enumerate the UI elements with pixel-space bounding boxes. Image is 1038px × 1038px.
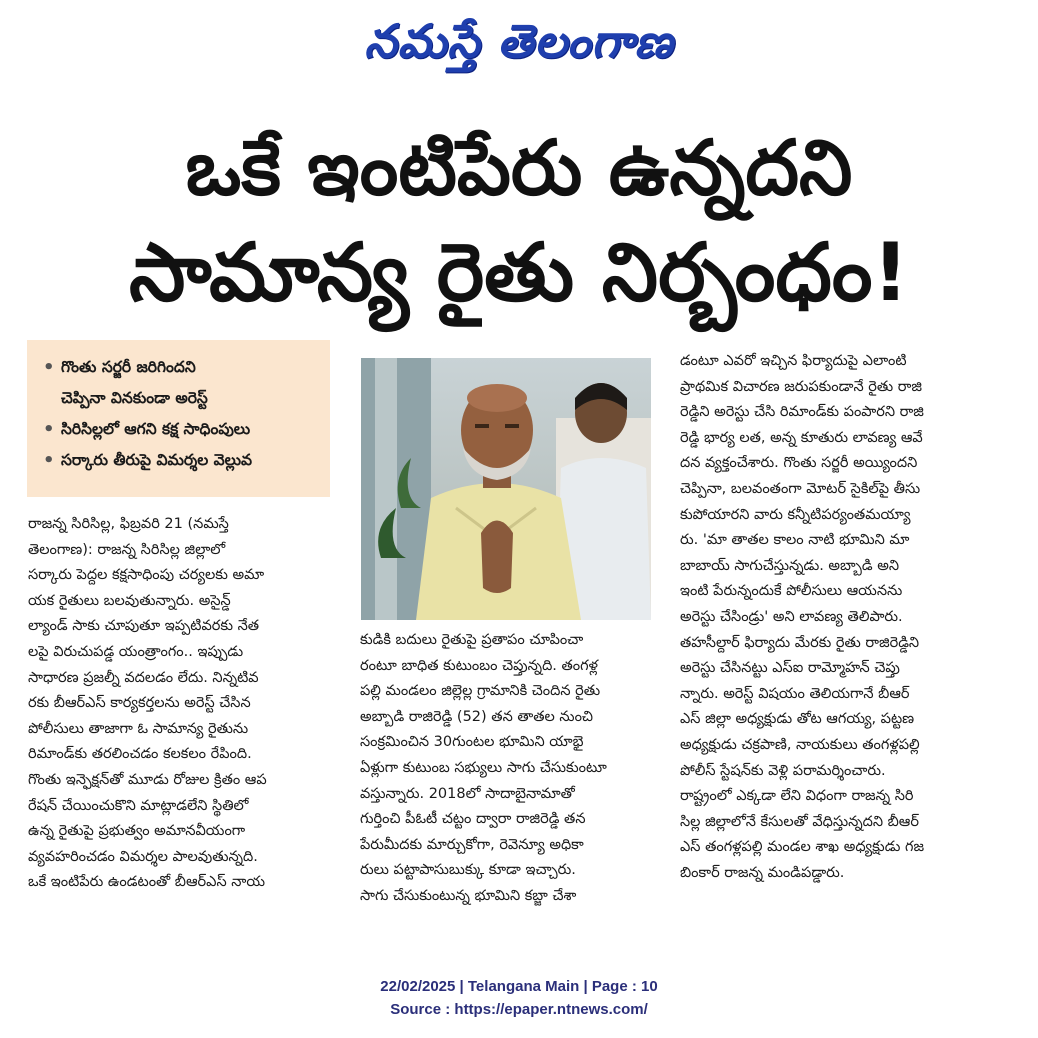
article-line: యక రైతులు బలవుతున్నారు. అసైన్డ్: [28, 592, 231, 609]
article-line: దన వ్యక్తంచేశారు. గొంతు సర్జరీ అయ్యిందని: [680, 455, 918, 472]
article-column-3: [680, 349, 985, 886]
article-line: ఇంటి పేరున్నందుకే పోలీసులు ఆయనను: [680, 583, 903, 600]
article-line: అబ్బాడి రాజిరెడ్డి (52) తన తాతల నుంచి: [360, 708, 594, 725]
article-line: కుపోయారని వారు కన్నీటిపర్యంతమయ్యా: [680, 506, 911, 523]
article-line: పోలీసులు తాజాగా ఓ సామాన్య రైతును: [28, 720, 249, 737]
article-line: సిల్ల జిల్లాలోనే కేసులతో వేధిస్తున్నదని బీఆర్: [680, 813, 919, 830]
article-line: రేషన్ చేయించుకొని మాట్లాడలేని స్థితిలో: [28, 797, 249, 814]
article-line: ఏళ్లుగా కుటుంబ సభ్యులు సాగు చేసుకుంటూ: [360, 759, 607, 776]
highlight-text: • సర్కారు తీరుపై విమర్శల వెల్లువ: [61, 451, 252, 469]
masthead-title: నమస్తే తెలంగాణ: [364, 14, 674, 68]
article-line: బాబాయ్ సాగుచేస్తున్నడు. అబ్బాడి అని: [680, 557, 899, 574]
article-line: గుర్తించి పీఓటీ చట్టం ద్వారా రాజిరెడ్డి తన: [360, 811, 586, 828]
article-line: రిమాండ్‌కు తరలించడం కలకలం రేపింది.: [28, 746, 252, 763]
article-line: వస్తున్నారు. 2018లో సాదాబైనామాతో: [360, 785, 575, 802]
article-line: ఎస్ జిల్లా అధ్యక్షుడు తోట ఆగయ్య, పట్టణ: [680, 711, 915, 728]
article-line: రకు బీఆర్ఎస్ కార్యకర్తలను అరెస్ట్ చేసిన: [28, 695, 251, 712]
article-line: సంక్రమించిన 30గుంటల భూమిని యాభై: [360, 734, 584, 751]
article-line: ఒకే ఇంటిపేరు ఉండటంతో బీఆర్ఎస్ నాయ: [28, 874, 265, 891]
highlights-list: [43, 352, 322, 476]
article-line: రు. 'మా తాతల కాలం నాటి భూమిని మా: [680, 532, 910, 549]
headline-line-2: సామాన్య రైతు నిర్బంధం!: [129, 226, 909, 319]
article-line: రాష్ట్రంలో ఎక్కడా లేని విధంగా రాజన్న సిరి: [680, 788, 914, 805]
highlights-box: [27, 340, 330, 497]
article-line: రులు పట్టాపాసుబుక్కు కూడా ఇచ్చారు.: [360, 862, 576, 879]
highlight-text: చెప్పినా వినకుండా అరెస్ట్: [61, 389, 208, 407]
article-line: అధ్యక్షుడు చక్రపాణి, నాయకులు తంగళ్లపల్లి: [680, 736, 920, 753]
article-line: ల్యాండ్ సాకు చూపుతూ ఇప్పటివరకు నేత: [28, 618, 260, 635]
article-line: బింకార్ రాజన్న మండిపడ్డారు.: [680, 864, 845, 881]
article-line: డంటూ ఎవరో ఇచ్చిన ఫిర్యాదుపై ఎలాంటి: [680, 353, 907, 369]
article-line: లపై విరుచుపడ్డ యంత్రాంగం.. ఇప్పుడు: [28, 643, 244, 660]
highlight-text: • గొంతు సర్జరీ జరిగిందని: [61, 358, 196, 376]
article-line: తహసీల్దార్ ఫిర్యాదు మేరకు రైతు రాజిరెడ్డిని: [680, 634, 920, 651]
article-line: అరెస్టు చేసినట్టు ఎస్ఐ రామ్మోహన్ చెప్తు: [680, 660, 900, 677]
article-line: అరెస్టు చేసిండ్రు' అని లావణ్య తెలిపారు.: [680, 608, 903, 625]
footer-source: Source : https://epaper.ntnews.com/: [390, 1001, 648, 1018]
article-line: రాజన్న సిరిసిల్ల, ఫిబ్రవరి 21 (నమస్తే: [28, 516, 229, 532]
article-line: ప్రాథమిక విచారణ జరుపకుండానే రైతు రాజి: [680, 378, 922, 395]
article-line: ఎస్ తంగళ్లపల్లి మండల శాఖ అధ్యక్షుడు గజ: [680, 839, 925, 856]
farmer-photo-icon: [361, 358, 651, 620]
footer: [0, 975, 1038, 1021]
article-column-2: [360, 628, 654, 910]
article-line: వ్యవహరించడం విమర్శల పాలవుతున్నది.: [28, 848, 258, 865]
masthead: [0, 6, 1038, 76]
article-line: చెప్పినా, బలవంతంగా మోటర్ సైకిల్‌పై తీసు: [680, 480, 921, 497]
article-line: పల్లి మండలం జిల్లెల్ల గ్రామానికి చెందిన రైతు: [360, 683, 601, 700]
article-line: రంటూ బాధిత కుటుంబం చెప్తున్నది. తంగళ్ల: [360, 657, 598, 674]
article-line: సాగు చేసుకుంటున్న భూమిని కబ్జా చేశా: [360, 887, 577, 904]
article-line: పోలీస్ స్టేషన్‌కు వెళ్లి పరామర్శించారు.: [680, 762, 886, 779]
article-column-1: [28, 512, 330, 896]
highlight-item: [43, 414, 322, 445]
article-line: ఉన్న రైతుపై ప్రభుత్వం అమానవీయంగా: [28, 823, 246, 840]
article-line: రెడ్డిని అరెస్టు చేసి రిమాండ్‌కు పంపారని రాజి: [680, 404, 924, 421]
article-line: న్నారు. అరెస్ట్ విషయం తెలియగానే బీఆర్: [680, 685, 910, 702]
article-line: సర్కారు పెద్దల కక్షసాధింపు చర్యలకు అమా: [28, 567, 265, 584]
article-line: సాధారణ ప్రజల్నీ వదలడం లేదు. నిన్నటివ: [28, 669, 259, 686]
highlight-text: • సిరిసిల్లలో ఆగని కక్ష సాధింపులు: [61, 420, 251, 438]
highlight-item: [43, 445, 322, 476]
article-line: రెడ్డి భార్య లత, అన్న కూతురు లావణ్య ఆవే: [680, 429, 923, 446]
headline-line-1: ఒకే ఇంటిపేరు ఉన్నదని: [185, 123, 853, 212]
article-line: తెలంగాణ): రాజన్న సిరిసిల్ల జిల్లాలో: [28, 541, 226, 558]
article-line: కుడికి బదులు రైతుపై ప్రతాపం చూపించా: [360, 632, 584, 648]
footer-date-page: 22/02/2025 | Telangana Main | Page : 10: [380, 978, 658, 995]
farmer-photo: [361, 358, 651, 620]
headline: [30, 118, 1008, 328]
article-line: గొంతు ఇన్ఫెక్షన్‌తో మూడు రోజుల క్రితం ఆప: [28, 771, 267, 788]
article-line: పేరుమీదకు మార్చుకోగా, రెవెన్యూ అధికా: [360, 836, 584, 853]
highlight-item: [43, 352, 322, 414]
